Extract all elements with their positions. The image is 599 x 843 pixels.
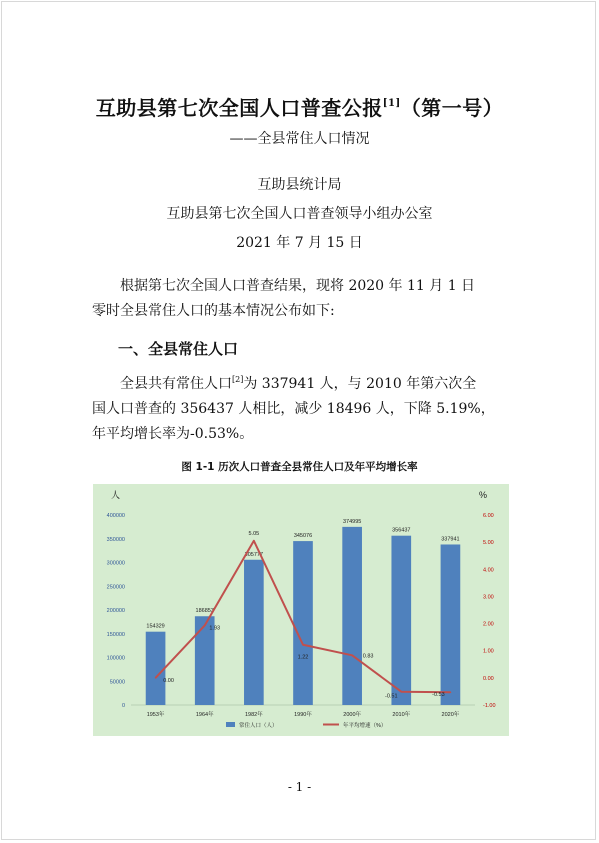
title-footnote-marker[interactable]: [1]	[382, 98, 401, 109]
y-left-tick-label: 350000	[106, 536, 125, 543]
y-left-tick-label: 0	[121, 703, 125, 709]
y-right-tick-label: 4.00	[483, 567, 494, 574]
y-left-tick-label: 100000	[106, 655, 125, 662]
issue-date: 2021 年 7 月 15 日	[236, 235, 363, 251]
section-1-heading: 一、全县常住人口	[118, 340, 239, 358]
growth-rate-label: 0.83	[362, 653, 374, 660]
y-left-tick-label: 400000	[106, 513, 125, 519]
legend-label-population: 常住人口（人）	[239, 723, 278, 729]
y-right-tick-label: 3.00	[483, 594, 494, 601]
growth-rate-point	[253, 540, 255, 542]
growth-rate-label: -0.53	[432, 692, 445, 699]
population-chart	[93, 484, 509, 736]
growth-rate-point	[450, 691, 452, 693]
growth-rate-label: 1.22	[297, 654, 309, 661]
section-1-line-3: 年平均增长率为-0.53%。	[92, 426, 254, 442]
growth-rate-point	[400, 691, 402, 693]
y-left-axis-title: 人	[111, 490, 121, 500]
y-left-tick-label: 150000	[106, 631, 125, 638]
intro-paragraph	[92, 274, 512, 324]
population-bar	[342, 527, 362, 705]
intro-line-1: 根据第七次全国人口普查结果，现将 2020 年 11 月 1 日	[120, 278, 476, 294]
growth-rate-label: 5.05	[248, 530, 260, 537]
legend-label-growth-rate: 年平均增速（%）	[343, 723, 387, 729]
document-subtitle: ——全县常住人口情况	[229, 131, 370, 147]
growth-rate-label: -0.51	[385, 693, 398, 700]
x-tick-label: 2000年	[343, 712, 362, 718]
growth-rate-point	[204, 625, 206, 627]
population-chart-svg	[93, 484, 509, 736]
y-right-tick-label: 0.00	[483, 675, 494, 682]
x-tick-label: 2020年	[441, 712, 460, 718]
page-number: - 1 -	[287, 780, 312, 794]
x-tick-label: 1990年	[294, 712, 312, 718]
x-tick-label: 2010年	[392, 712, 411, 718]
x-tick-label: 1953年	[146, 712, 165, 718]
population-bar-label: 154329	[146, 623, 165, 630]
growth-rate-point	[351, 655, 353, 657]
y-left-tick-label: 50000	[109, 679, 125, 686]
population-bar	[244, 560, 264, 705]
population-bar	[391, 536, 411, 705]
y-left-tick-label: 300000	[106, 560, 125, 567]
population-bar-label: 345076	[293, 533, 313, 540]
section-1-footnote-marker[interactable]: [2]	[232, 375, 244, 384]
legend-swatch-population	[226, 722, 235, 727]
population-bar	[146, 632, 166, 705]
growth-rate-label: 0.00	[163, 677, 174, 684]
population-bar-label: 337941	[441, 536, 460, 543]
issuer-census-office: 互助县第七次全国人口普查领导小组办公室	[166, 206, 433, 222]
issuer-statistics-bureau: 互助县统计局	[257, 177, 342, 193]
x-tick-label: 1964年	[195, 712, 214, 718]
document-title	[0, 92, 599, 121]
section-1-paragraph	[92, 367, 512, 447]
y-right-tick-label: -1.00	[483, 703, 496, 709]
y-right-tick-label: 6.00	[483, 513, 494, 519]
figure-caption: 图 1-1 历次人口普查全县常住人口及年平均增长率	[181, 461, 418, 473]
y-left-tick-label: 200000	[106, 608, 125, 614]
x-tick-label: 1982年	[244, 712, 263, 718]
intro-line-2: 零时全县常住人口的基本情况公布如下:	[92, 303, 335, 319]
growth-rate-point	[302, 644, 304, 646]
y-right-tick-label: 5.00	[483, 540, 494, 547]
y-right-axis-title: %	[479, 490, 488, 500]
population-bar-label: 186853	[195, 608, 214, 615]
population-bar-label: 356437	[392, 527, 411, 534]
y-left-tick-label: 250000	[106, 584, 125, 591]
growth-rate-label: 1.93	[209, 625, 221, 632]
growth-rate-point	[155, 677, 157, 679]
title-suffix: （第一号）	[400, 96, 504, 120]
population-bar-label: 374995	[342, 518, 362, 525]
title-text: 互助县第七次全国人口普查公报	[95, 96, 383, 120]
section-1-line-2: 国人口普查的 356437 人相比，减少 18496 人，下降 5.19%，	[92, 401, 495, 417]
population-bar	[441, 544, 461, 705]
section-1-line-1: 全县共有常住人口[2]为 337941 人，与 2010 年第六次全	[120, 375, 477, 392]
population-bar-label: 305777	[244, 551, 264, 558]
population-bar	[293, 541, 313, 705]
y-right-tick-label: 1.00	[483, 648, 494, 655]
y-right-tick-label: 2.00	[483, 621, 494, 628]
